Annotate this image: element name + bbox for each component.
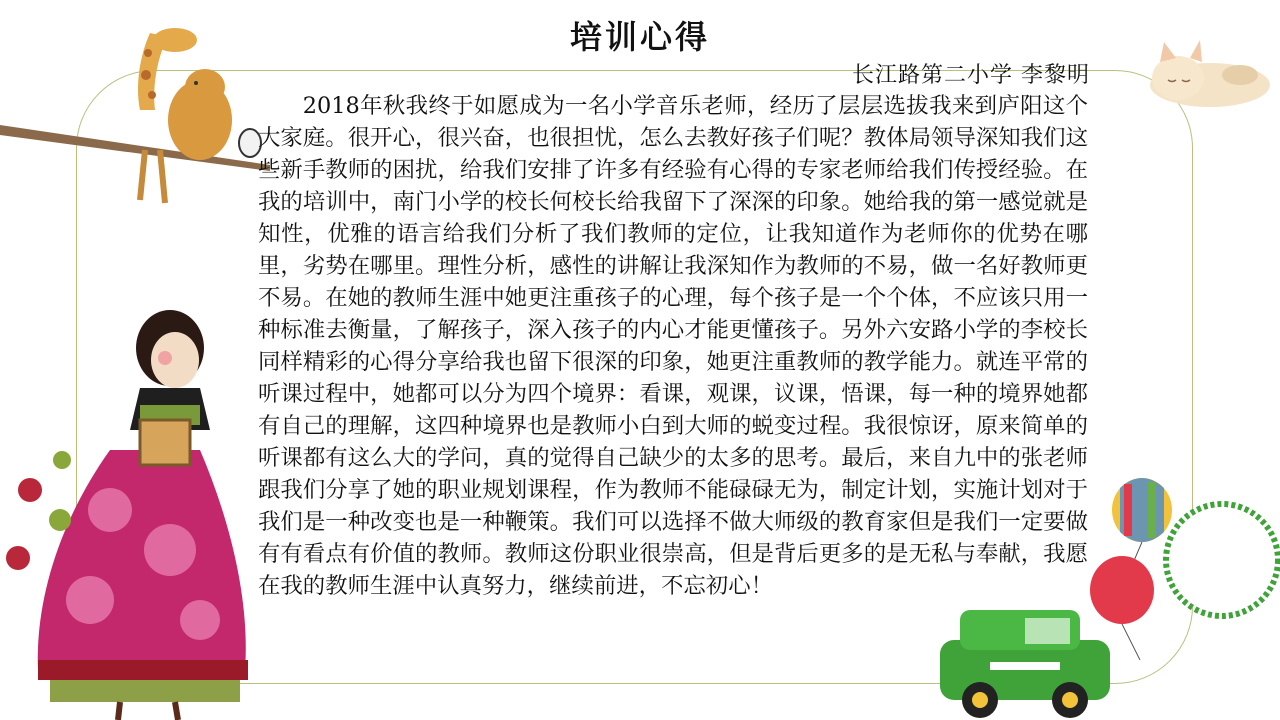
author-line: 长江路第二小学 李黎明 <box>852 63 1090 88</box>
page-title: 培训心得 <box>569 18 710 56</box>
green-car-illustration <box>930 600 1130 720</box>
girl-in-flower-dress-illustration <box>0 300 270 720</box>
body-paragraph: 2018年秋我终于如愿成为一名小学音乐老师，经历了层层选拔我来到庐阳这个大家庭。很开心，很兴奋，也很担忧，怎么去教好孩子们呢？教体局领导深知我们这些新手教师的困扰，给我们安排了许多有经验有心得的专家老师给我们传授经验。在我的培训中，南门小学的校长何校长给我留下了深深的印象。她给我的第一感觉就是知性，优雅的语言给我们分析了我们教师的定位，让我知道作为老师你的优势在哪里，劣势在哪里。理性分析，感性的讲解让我深知作为教师的不易，做一名好教师更不易。在她的教师生涯中她更注重孩子的心理，每个孩子是一个个体，不应该只用一种标准去衡量，了解孩子，深入孩子的内心才能更懂孩子。另外六安路小学的李校长同样精彩的心得分享给我也留下很深的印象，她更注重教师的教学能力。就连平常的听课过程中，她都可以分为四个境界：看课，观课，议课，悟课，每一种的境界她都有自己的理解，这四种境界也是教师小白到大师的蜕变过程。我很惊讶，原来简单的听课都有这么大的学问，真的觉得自己缺少的太多的思考。最后，来自九中的张老师跟我们分享了她的职业规划课程，作为教师不能碌碌无为，制定计划，实施计划对于我们是一种改变也是一种鞭策。我们可以选择不做大师级的教育家但是我们一定要做有有看点有价值的教师。教师这份职业很崇高，但是背后更多的是无私与奉献，我愿在我的教师生涯中认真努力，继续前进，不忘初心！ <box>258 93 1088 599</box>
